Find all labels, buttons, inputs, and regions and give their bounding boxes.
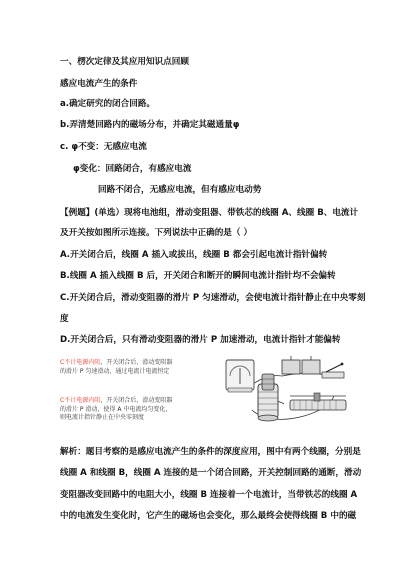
note-2: C不计电源内阻，开关闭合后，滑动变阻器 的滑片 P 滑动，使得 A 中电流均匀变化， 则电流计指针静止在中央零刻度 (60, 397, 173, 422)
analysis-2: 线圈 A 和线圈 B，线圈 A 连接的是一个闭合回路，开关控制回路的通断，滑动 (60, 468, 362, 478)
analysis-1: 解析：题目考察的是感应电流产生的条件的深度应用，图中有两个线圈，分别是 (60, 447, 361, 457)
subheading: 感应电流产生的条件 (60, 79, 138, 89)
battery (282, 356, 320, 374)
note-1: C不计电源内阻，开关闭合后，滑动变阻器 的滑片 P 匀速滑动，通过电流计电流恒定 (60, 359, 173, 375)
option-b: B.线圈 A 插入线圈 B 后，开关闭合和断开的瞬间电流计指针均不会偏转 (60, 271, 336, 281)
coil-a (262, 374, 274, 390)
analysis-4: 中的电流发生变化时，它产生的磁场也会变化，那么最终会使得线圈 B 中的磁 (60, 511, 357, 521)
option-d: D.开关闭合后，只有滑动变阻器的滑片 P 加速滑动，电流计指针才能偏转 (60, 335, 341, 345)
option-a: A.开关闭合后，线圈 A 插入或拔出，线圈 B 都会引起电流计指针偏转 (60, 250, 328, 260)
option-c: C.开关闭合后，滑动变阻器的滑片 P 匀速滑动，会使电流计指针静止在中央零刻 (60, 293, 366, 303)
option-c-cont: 度 (60, 314, 69, 324)
condition-b: b.弄清楚回路内的磁场分布，并确定其磁通量φ (60, 120, 240, 130)
condition-a: a.确定研究的闭合回路。 (60, 99, 156, 109)
analysis-3: 变阻器改变回路中的电阻大小，线圈 B 连接着一个电流计，当带铁芯的线圈 A (60, 490, 358, 500)
rheostat (290, 393, 346, 410)
condition-c-change: φ变化：回路闭合，有感应电流 (73, 164, 192, 174)
galvanometer (226, 360, 254, 392)
condition-c: c. φ不变：无感应电流 (60, 142, 147, 152)
condition-c-open: 回路不闭合，无感应电流，但有感应电动势 (98, 185, 262, 195)
circuit-diagram (222, 350, 354, 436)
switch (322, 363, 344, 378)
example-question-2: 及开关按如图所示连接。下列说法中正确的是（ ） (60, 228, 253, 238)
example-question: 【例题】(单选）现将电池组，滑动变阻器、带铁芯的线圈 A、线圈 B、电流计 (60, 208, 359, 218)
section-heading: 一、楞次定律及其应用知识点回顾 (60, 57, 189, 67)
